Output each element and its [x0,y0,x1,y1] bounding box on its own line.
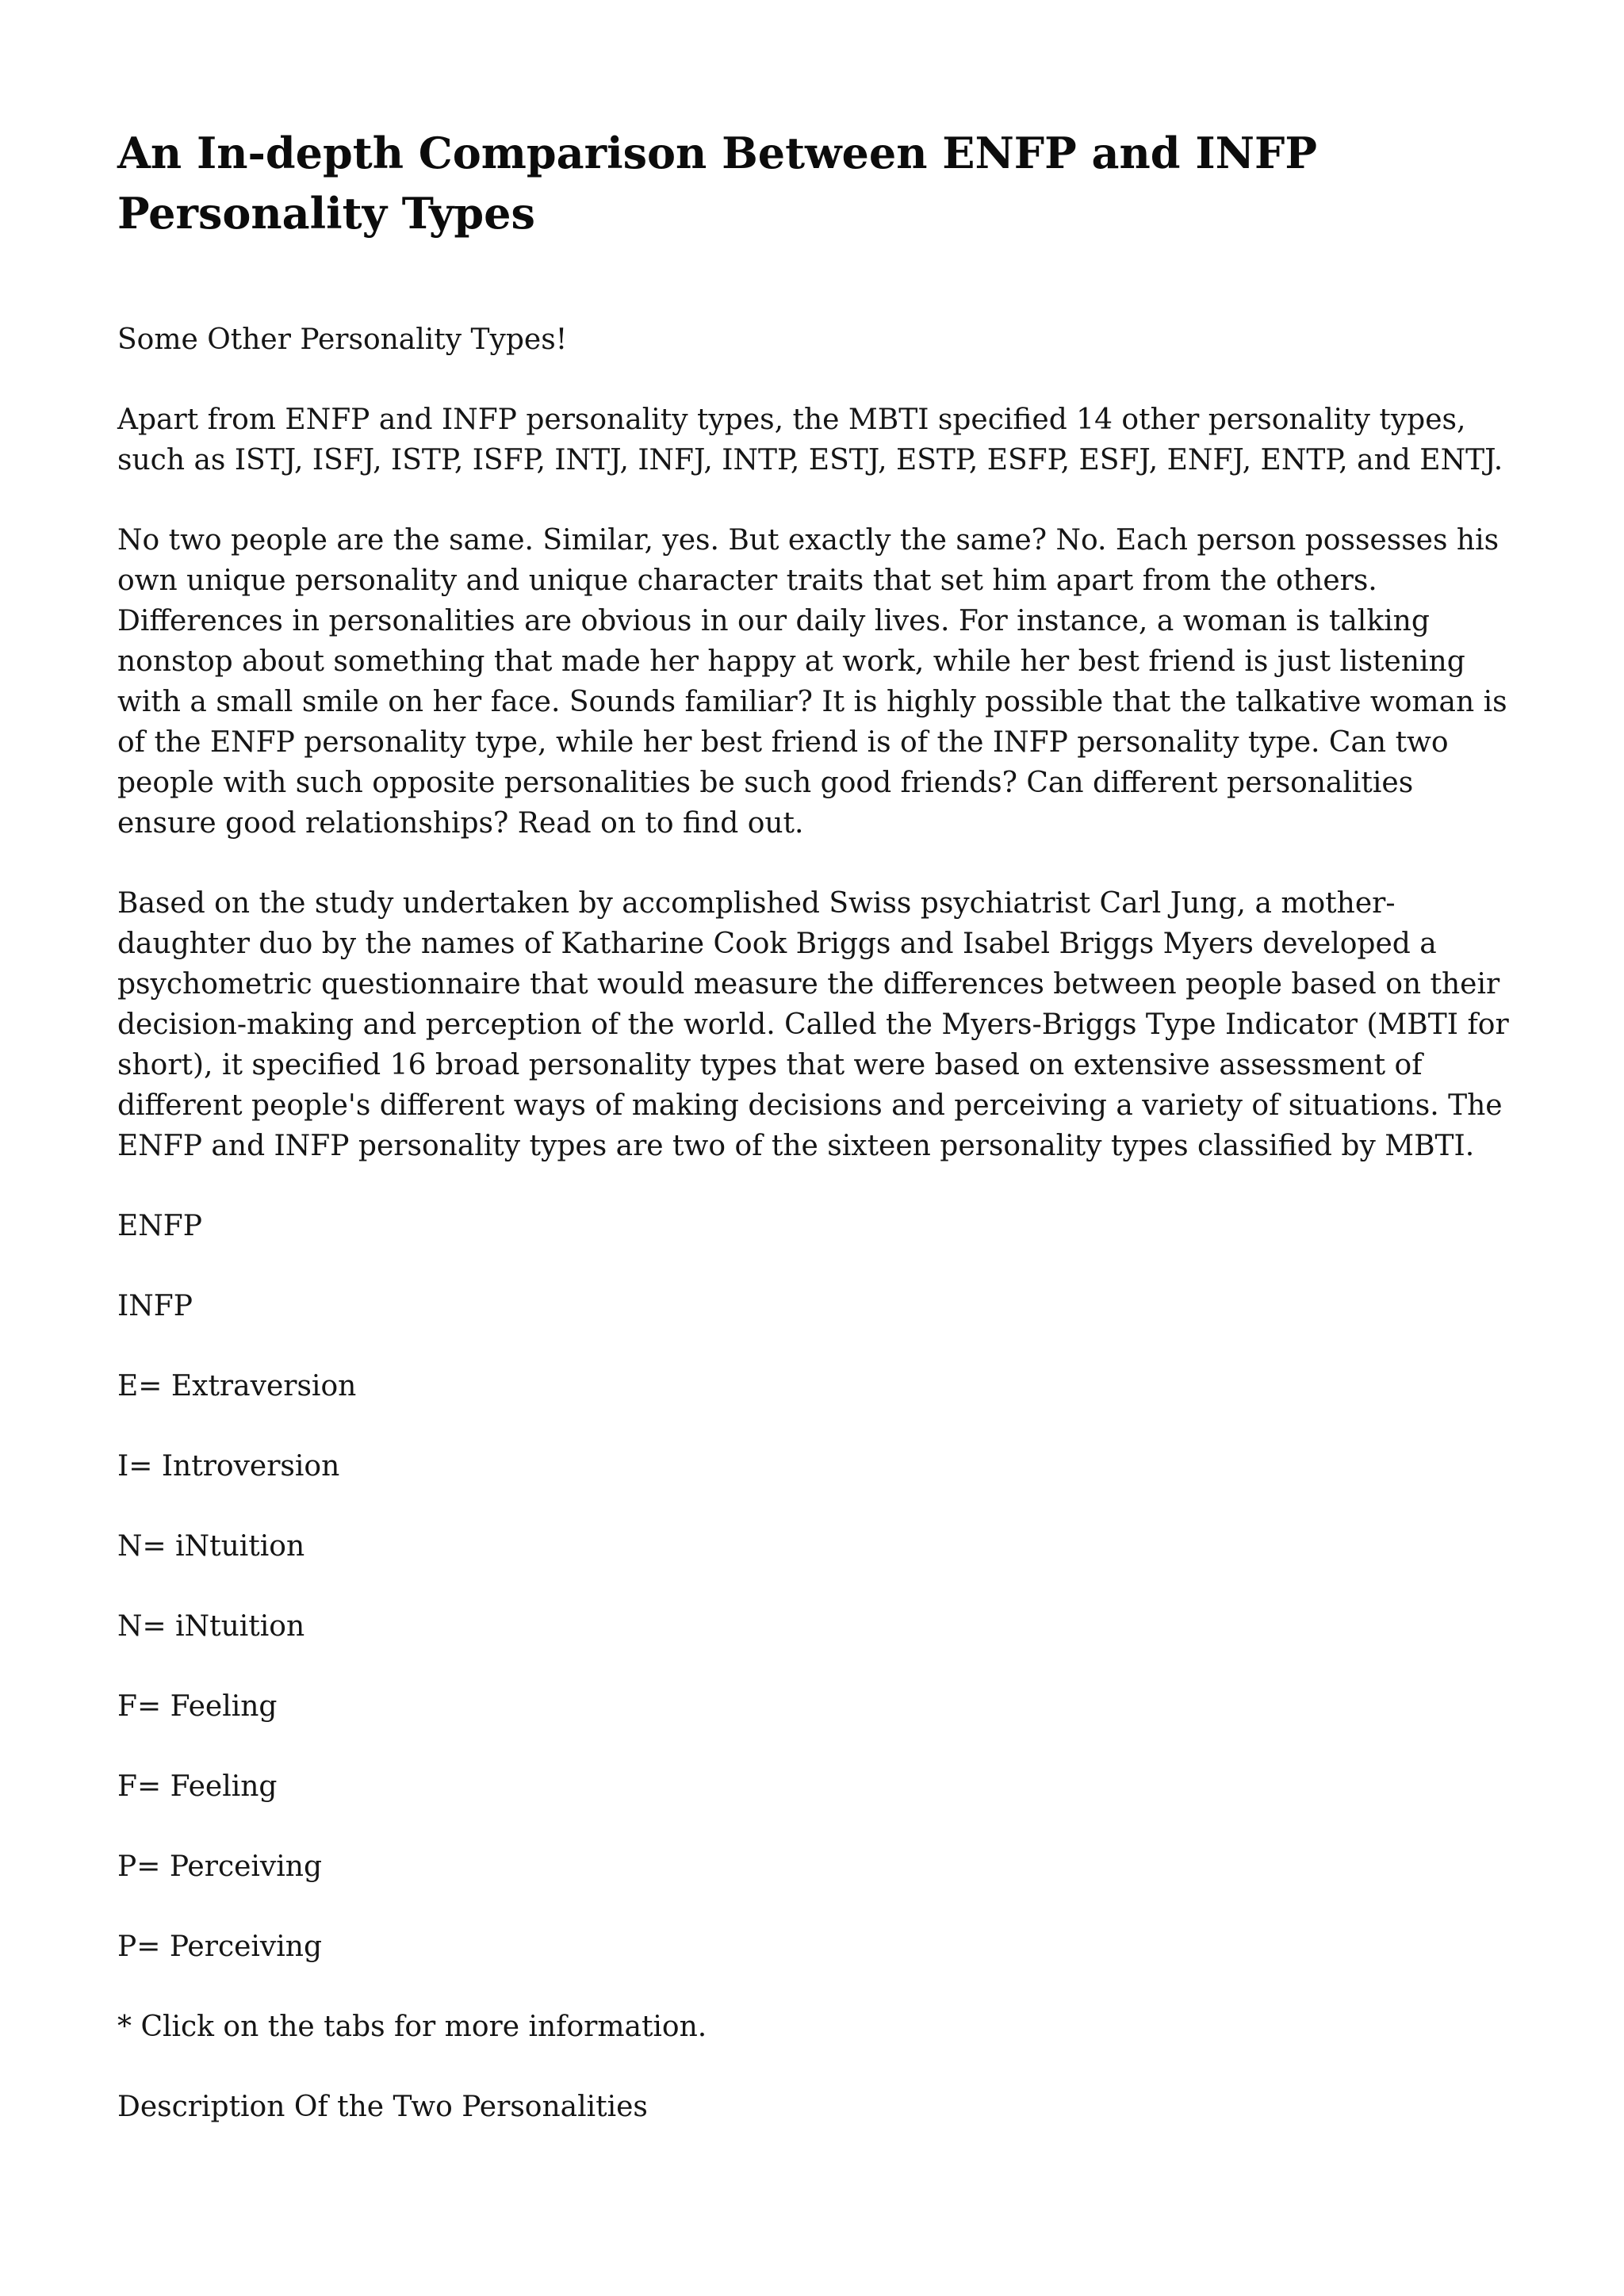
paragraph-mbti-background: Based on the study undertaken by accomplished Swiss psychiatrist Carl Jung, a mother-daughter duo by the names of Katharine Cook Briggs and Isabel Briggs Myers developed a psychometric questionnaire that would measure the differences between people based on their decision-making and perception of the world. Called the Myers-Briggs Type Indicator (MBTI for short), it specified 16 broad personality types that were based on extensive assessment of different people's different ways of making decisions and perceiving a variety of situations. The ENFP and INFP personality types are two of the sixteen personality types classified by MBTI. [117,887,1509,1162]
tabs-note: * Click on the tabs for more information. [117,2011,707,2043]
paragraph-other-types: Apart from ENFP and INFP personality types, the MBTI specified 14 other personality types, such as ISTJ, ISFJ, ISTP, ISFP, INTJ, INFJ, INTP, ESTJ, ESTP, ESFP, ESFJ, ENFJ, ENTP, and ENTJ. [117,404,1503,476]
type-line-feeling-2: F= Feeling [117,1770,278,1803]
type-line-infp: INFP [117,1290,193,1322]
type-line-perceiving-2: P= Perceiving [117,1931,323,1963]
section-heading: Some Other Personality Types! [117,323,568,356]
type-line-extraversion: E= Extraversion [117,1370,357,1402]
document-page [117,123,1521,2167]
paragraph-no-two-people: No two people are the same. Similar, yes. But exactly the same? No. Each person possesses his own unique personality and unique character traits that set him apart from the others. Differences in personalities are obvious in our daily lives. For instance, a woman is talking nonstop about something that made her happy at work, while her best friend is just listening with a small smile on her face. Sounds familiar? It is highly possible that the talkative woman is of the ENFP personality type, while her best friend is of the INFP personality type. Can two people with such opposite personalities be such good friends? Can different personalities ensure good relationships? Read on to find out. [117,524,1507,840]
description-heading: Description Of the Two Personalities [117,2091,648,2123]
type-line-feeling-1: F= Feeling [117,1690,278,1723]
type-line-introversion: I= Introversion [117,1450,340,1483]
type-line-intuition-1: N= iNtuition [117,1530,305,1563]
type-line-enfp: ENFP [117,1210,202,1242]
page-title: An In-depth Comparison Between ENFP and INFP Personality Types [117,128,1317,239]
type-line-perceiving-1: P= Perceiving [117,1850,323,1883]
type-line-intuition-2: N= iNtuition [117,1610,305,1643]
